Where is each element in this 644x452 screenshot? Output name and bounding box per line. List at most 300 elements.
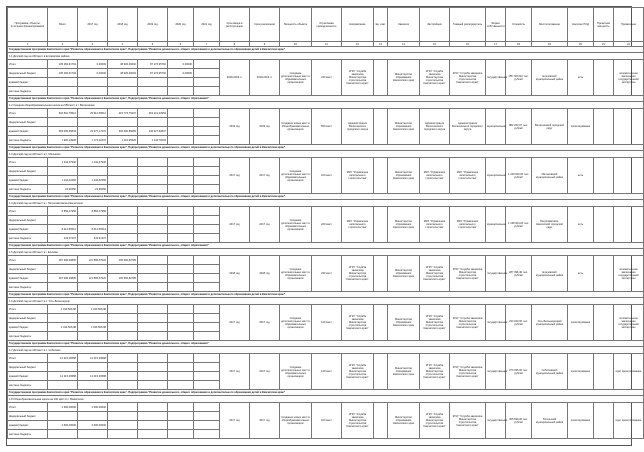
psd-cell: проектирование (568, 109, 594, 145)
year-2021-cell (194, 69, 220, 78)
capacity-cell: 140 мест (312, 354, 342, 390)
year-2020-cell (168, 372, 194, 381)
location-cell: Вилючинский городской округ (532, 109, 568, 145)
unit-cell (374, 256, 388, 292)
year-2020-cell (168, 314, 194, 323)
commissioning-term: 2018 год (220, 256, 250, 292)
year-2021-cell (194, 372, 220, 381)
design-capacity-cell (594, 109, 614, 145)
funding-source: Итого (8, 207, 48, 216)
total-cell (48, 78, 78, 87)
main-manager-cell: МКУ "Управление капитального строительства" (450, 158, 486, 194)
object-row (8, 396, 644, 403)
total-cell (48, 167, 78, 176)
object-row (8, 298, 644, 305)
column-header: Срок ввода в эксплуатацию (220, 8, 250, 42)
main-manager-cell: МКУ "Управление капитального строительства" (450, 207, 486, 243)
year-2018-cell (108, 216, 138, 225)
year-2019-cell (138, 372, 168, 381)
total-cell: 24,96350 (48, 185, 78, 194)
implementation-term: 2018 год (250, 256, 280, 292)
purpose-cell: Создание новых мест в общеобразовательных организациях (280, 109, 312, 145)
year-2021-cell (194, 305, 220, 314)
column-header: Проектная мощность (594, 8, 614, 42)
total-cell (48, 283, 78, 292)
implementation-term: 2017 год (250, 305, 280, 341)
total-cell: 1 040 506,98 (48, 323, 78, 332)
total-cell: 1 244,42356 (48, 176, 78, 185)
table-row (8, 109, 644, 118)
customer-cell: Администрация Вилючинского городского округа (342, 109, 374, 145)
funding-source: федеральный бюджет (8, 69, 48, 78)
year-2017-cell (78, 118, 108, 127)
builder-cell: Министерство образования Камчатского края (388, 354, 420, 390)
year-2017-cell: 1 040 506,98 (78, 305, 108, 314)
program-table (7, 7, 644, 439)
year-2021-cell (194, 136, 220, 145)
year-2021-cell (194, 118, 220, 127)
year-2020-cell (168, 136, 194, 145)
year-2017-cell: 1 244,42356 (78, 176, 108, 185)
year-2019-cell (138, 78, 168, 87)
column-header: 2017 год (78, 8, 108, 42)
year-2017-cell (78, 412, 108, 421)
column-header: 2020 год (168, 8, 194, 42)
unit-cell (374, 60, 388, 96)
commissioning-term: 2018-2019 гг. (220, 60, 250, 96)
total-cell (48, 430, 78, 439)
year-2017-cell: 443,97437 (78, 234, 108, 243)
column-header: 2021 год (194, 8, 220, 42)
funding-source: краевой бюджет (8, 323, 48, 332)
year-2018-cell (108, 234, 138, 243)
total-cell: 1 040 506,98 (48, 305, 78, 314)
year-2021-cell (194, 176, 220, 185)
year-2020-cell: 0,00000 (168, 69, 194, 78)
funding-source: краевой бюджет (8, 78, 48, 87)
year-2019-cell (138, 167, 168, 176)
column-number: 15 (420, 42, 450, 47)
year-2020-cell (168, 216, 194, 225)
funding-source: краевой бюджет (8, 225, 48, 234)
year-2018-cell: 48 906,46092 (108, 69, 138, 78)
year-2019-cell (138, 314, 168, 323)
total-cell (48, 363, 78, 372)
year-2019-cell (138, 234, 168, 243)
program-title: Государственная программа Камчатского края "Развитие образования в Камчатском крае", Подпрограмма "Развитие дошкольного, общего образования и дополнительного образования детей в Камчатском крае" (8, 390, 644, 396)
object-row (8, 200, 644, 207)
year-2017-cell: 2 600,00000 (78, 403, 108, 412)
column-header: Программа, объекты, источники финансирования (8, 8, 48, 42)
year-2020-cell (168, 158, 194, 167)
year-2018-cell (108, 363, 138, 372)
object-title: 1.8 Общеобразовательная школа на 100 мест в с. Воямполка (8, 396, 644, 403)
funding-source: Итого (8, 109, 48, 118)
year-2020-cell (168, 305, 194, 314)
year-2018-cell (108, 412, 138, 421)
funding-source: краевой бюджет (8, 127, 48, 136)
capacity-cell: 220 мест (312, 207, 342, 243)
year-2020-cell (168, 256, 194, 265)
main-manager-cell: КГКУ "Служба заказчика Министерства строительства Камчатского края" (450, 305, 486, 341)
funding-source: местные бюджеты (8, 87, 48, 96)
funding-source: Итого (8, 60, 48, 69)
year-2019-cell (138, 283, 168, 292)
year-2017-cell: 1 244,67930 (78, 158, 108, 167)
distributor-cell: КГКУ "Служба заказчика Министерства строительства Камчатского края" (420, 60, 450, 96)
year-2019-cell (138, 274, 168, 283)
builder-cell: Министерство образования Камчатского края (388, 109, 420, 145)
funding-source: местные бюджеты (8, 283, 48, 292)
funding-source: краевой бюджет (8, 176, 48, 185)
customer-cell: КГКУ "Служба заказчика Министерства строительства Камчатского края" (342, 354, 374, 390)
distributor-cell: КГКУ "Служба заказчика Министерства строительства Камчатского края" (420, 305, 450, 341)
table-row (8, 60, 644, 69)
column-number: 10 (280, 42, 312, 47)
table-header-row (8, 8, 644, 42)
year-2019-cell (138, 158, 168, 167)
year-2020-cell (168, 185, 194, 194)
purpose-cell: Создание дополнительных мест в образовательных организациях (280, 354, 312, 390)
unit-cell (374, 207, 388, 243)
funding-source: краевой бюджет (8, 421, 48, 430)
column-number: 1 (8, 42, 48, 47)
location-cell: Тигильский муниципальный район (532, 403, 568, 439)
customer-cell: КГКУ "Служба заказчика Министерства строительства Камчатского края" (342, 256, 374, 292)
total-cell: 1 920,14928 (48, 136, 78, 145)
note-cell (614, 158, 644, 194)
year-2019-cell (138, 381, 168, 390)
year-2018-cell: 393 500,85665 (108, 127, 138, 136)
capacity-cell: 230 мест (312, 256, 342, 292)
capacity-cell: 100 мест (312, 403, 342, 439)
total-cell: 8 856,47950 (48, 207, 78, 216)
object-title: 1.2 Средняя общеобразовательная школа на 550 мест в г. Вилючинске (8, 102, 644, 109)
year-2020-cell (168, 118, 194, 127)
location-cell: Соболевский муниципальный район (532, 354, 568, 390)
total-cell: 287 396,39805 (48, 274, 78, 283)
year-2017-cell (78, 78, 108, 87)
year-2019-cell (138, 265, 168, 274)
year-2020-cell (168, 167, 194, 176)
year-2018-cell: 415 776,75407 (108, 109, 138, 118)
implementation-term: 2017 год (250, 403, 280, 439)
year-2018-cell (108, 265, 138, 274)
year-2019-cell: 1 144,78103 (138, 136, 168, 145)
investment-program-table (6, 6, 642, 446)
builder-cell: Министерство образования Камчатского края (388, 305, 420, 341)
note-cell (614, 207, 644, 243)
year-2020-cell (168, 283, 194, 292)
psd-cell: есть (568, 158, 594, 194)
year-2019-cell: 163 221,02953 (138, 109, 168, 118)
customer-cell: МКУ "Управление капитального строительства" (342, 158, 374, 194)
column-number: 7 (194, 42, 220, 47)
cost-cell: 1 249 643,00 тыс. рублей (506, 158, 532, 194)
commissioning-term: 2017 год (220, 158, 250, 194)
year-2020-cell (168, 234, 194, 243)
total-cell (48, 314, 78, 323)
object-title: 1.7 Детский сад на 140 мест в с. Соболево (8, 347, 644, 354)
object-row (8, 347, 644, 354)
year-2021-cell (194, 332, 220, 341)
commissioning-term: 2017 год (220, 305, 250, 341)
year-2019-cell (138, 363, 168, 372)
year-2018-cell (108, 283, 138, 292)
year-2018-cell (108, 176, 138, 185)
year-2018-cell (108, 207, 138, 216)
year-2018-cell (108, 87, 138, 96)
column-header: Отраслевая принадлежность (312, 8, 342, 42)
distributor-cell: Администрация Вилючинского городского округа (420, 109, 450, 145)
implementation-term: 2019 год (250, 109, 280, 145)
design-capacity-cell (594, 207, 614, 243)
year-2021-cell (194, 207, 220, 216)
column-header: Мощность объекта (280, 8, 312, 42)
year-2017-cell: 12 215,26588 (78, 354, 108, 363)
year-2019-cell (138, 216, 168, 225)
year-2020-cell (168, 176, 194, 185)
column-number: 11 (312, 42, 342, 47)
year-2021-cell (194, 283, 220, 292)
capacity-cell: 550 мест (312, 109, 342, 145)
psd-cell: проектирование (568, 305, 594, 341)
year-2018-cell (108, 323, 138, 332)
column-number: 6 (168, 42, 194, 47)
year-2017-cell: 1 172,02437 (78, 136, 108, 145)
location-cell: Елизовский муниципальный район (532, 256, 568, 292)
column-header: Срок реализации (250, 8, 280, 42)
year-2017-cell (78, 265, 108, 274)
cost-cell: 882 262,07 тыс. рублей (506, 109, 532, 145)
total-cell (48, 87, 78, 96)
psd-cell: проектирование (568, 403, 594, 439)
year-2017-cell: 2 600,00000 (78, 421, 108, 430)
note-cell: положительное заключение государственной экспертизы (614, 60, 644, 96)
total-cell (48, 332, 78, 341)
year-2017-cell: 1 040 506,98 (78, 323, 108, 332)
year-2020-cell (168, 332, 194, 341)
object-title: 1.4 Детский сад на 220 мест в г. Петропавловске-Камчатском (8, 200, 644, 207)
program-title: Государственная программа Камчатского края "Развитие образования в Камчатском крае", Подпрограмма "Развитие дошкольного, общего образования и дополнительного образования детей в Камчатском крае" (8, 292, 644, 298)
year-2018-cell: 48 906,46092 (108, 60, 138, 69)
distributor-cell: КГКУ "Служба заказчика Министерства строительства Камчатского края" (420, 256, 450, 292)
design-capacity-cell (594, 403, 614, 439)
year-2020-cell (168, 381, 194, 390)
builder-cell: Министерство образования Камчатского края (388, 403, 420, 439)
ownership-cell: муниципальная (486, 207, 506, 243)
year-2017-cell: 0,00000 (78, 69, 108, 78)
year-2019-cell (138, 332, 168, 341)
total-cell: 1 244,67930 (48, 158, 78, 167)
year-2019-cell (138, 207, 168, 216)
year-2021-cell (194, 354, 220, 363)
year-2018-cell: 1 116,95325 (108, 136, 138, 145)
year-2020-cell (168, 412, 194, 421)
table-row (8, 207, 644, 216)
year-2017-cell (78, 430, 108, 439)
year-2021-cell (194, 412, 220, 421)
year-2020-cell (168, 265, 194, 274)
year-2018-cell (108, 332, 138, 341)
year-2019-cell (138, 185, 168, 194)
year-2021-cell (194, 274, 220, 283)
year-2021-cell (194, 430, 220, 439)
unit-cell (374, 403, 388, 439)
total-cell (48, 265, 78, 274)
funding-source: Итого (8, 256, 48, 265)
year-2019-cell: 87 276,95702 (138, 69, 168, 78)
builder-cell: Министерство образования Камчатского края (388, 158, 420, 194)
year-2020-cell (168, 323, 194, 332)
table-body (8, 47, 644, 439)
year-2018-cell (108, 118, 138, 127)
funding-source: местные бюджеты (8, 332, 48, 341)
year-2018-cell (108, 158, 138, 167)
year-2021-cell (194, 403, 220, 412)
object-title: 1.3 Детский сад на 100 мест в с. Мильково (8, 151, 644, 158)
distributor-cell: КГКУ "Служба заказчика Министерства строительства Камчатского края" (420, 354, 450, 390)
year-2019-cell (138, 305, 168, 314)
column-header: Всего (48, 8, 78, 42)
year-2019-cell (138, 256, 168, 265)
capacity-cell: 100 мест (312, 158, 342, 194)
note-cell: положительное заключение государственной экспертизы (614, 305, 644, 341)
year-2017-cell: 0,00000 (78, 60, 108, 69)
year-2019-cell (138, 421, 168, 430)
year-2018-cell (108, 430, 138, 439)
funding-source: федеральный бюджет (8, 216, 48, 225)
year-2021-cell (194, 167, 220, 176)
year-2017-cell: 12 215,26588 (78, 372, 108, 381)
unit-cell (374, 354, 388, 390)
year-2021-cell (194, 185, 220, 194)
year-2018-cell (108, 403, 138, 412)
year-2017-cell: 121 895,57020 (78, 274, 108, 283)
capacity-cell: 120 мест (312, 305, 342, 341)
column-header: Застройщик (420, 8, 450, 42)
year-2017-cell: 23 277,17331 (78, 127, 108, 136)
total-cell: 604 591,76512 (48, 109, 78, 118)
design-capacity-cell (594, 60, 614, 96)
location-cell: Елизовский муниципальный район (532, 60, 568, 96)
year-2021-cell (194, 216, 220, 225)
year-2018-cell (108, 314, 138, 323)
year-2017-cell: 25 612,59512 (78, 109, 108, 118)
program-title: Государственная программа Камчатского края "Развитие образования в Камчатском крае", Подпрограмма "Развитие дошкольного, общего образования" (8, 243, 644, 249)
unit-cell (374, 109, 388, 145)
main-manager-cell: КГКУ "Служба заказчика Министерства строительства Камчатского края" (450, 354, 486, 390)
year-2017-cell: 8 412,50513 (78, 225, 108, 234)
total-cell (48, 118, 78, 127)
total-cell: 563 005,65833 (48, 127, 78, 136)
year-2019-cell (138, 430, 168, 439)
table-row (8, 158, 644, 167)
year-2018-cell (108, 78, 138, 87)
year-2018-cell (108, 421, 138, 430)
funding-source: федеральный бюджет (8, 412, 48, 421)
year-2021-cell (194, 109, 220, 118)
year-2021-cell (194, 225, 220, 234)
psd-cell: есть (568, 207, 594, 243)
column-number: 12 (342, 42, 374, 47)
ownership-cell: государственная (486, 403, 506, 439)
year-2018-cell: 165 500,82785 (108, 256, 138, 265)
year-2021-cell (194, 127, 220, 136)
funding-source: местные бюджеты (8, 185, 48, 194)
year-2021-cell (194, 256, 220, 265)
total-cell: 8 412,50513 (48, 225, 78, 234)
year-2018-cell (108, 305, 138, 314)
total-cell: 135 182,61794 (48, 60, 78, 69)
design-capacity-cell (594, 256, 614, 292)
program-title: Государственная программа Камчатского края "Развитие образования в Камчатском крае", Подпрограмма "Развитие дошкольного, общего образования и дополнительного образования детей в Камчатском крае" (8, 194, 644, 200)
purpose-cell: Создание дополнительных мест в образовательных организациях (280, 60, 312, 96)
column-number: 13 (374, 42, 388, 47)
commissioning-term: 2017 год (220, 207, 250, 243)
funding-source: местные бюджеты (8, 234, 48, 243)
builder-cell: Министерство образования Камчатского края (388, 60, 420, 96)
column-number: 18 (506, 42, 532, 47)
location-cell: Мильковский муниципальный район (532, 158, 568, 194)
year-2017-cell (78, 363, 108, 372)
cost-cell: 287 396,40 тыс. рублей (506, 256, 532, 292)
year-2019-cell (138, 87, 168, 96)
column-number: 5 (138, 42, 168, 47)
total-cell: 443,97437 (48, 234, 78, 243)
total-cell: 12 215,26588 (48, 354, 78, 363)
year-2017-cell: 121 895,57020 (78, 256, 108, 265)
year-2019-cell (138, 403, 168, 412)
main-manager-cell: КГКУ "Служба заказчика Министерства строительства Камчатского края" (450, 60, 486, 96)
column-header: Направление (342, 8, 374, 42)
implementation-term: 2017 год (250, 354, 280, 390)
customer-cell: КГКУ "Служба заказчика Министерства строительства Камчатского края" (342, 60, 374, 96)
table-row (8, 403, 644, 412)
column-number: 3 (78, 42, 108, 47)
distributor-cell: КГКУ "Служба заказчика Министерства строительства Камчатского края" (420, 403, 450, 439)
year-2020-cell: 0,00000 (168, 60, 194, 69)
year-2019-cell (138, 176, 168, 185)
year-2017-cell (78, 381, 108, 390)
year-2019-cell (138, 323, 168, 332)
purpose-cell: Создание новых мест в общеобразовательных организациях (280, 403, 312, 439)
year-2021-cell (194, 381, 220, 390)
funding-source: федеральный бюджет (8, 167, 48, 176)
funding-source: Итого (8, 305, 48, 314)
funding-source: федеральный бюджет (8, 363, 48, 372)
capacity-cell: 240 мест (312, 60, 342, 96)
psd-cell: проектирование (568, 354, 594, 390)
purpose-cell: Создание дополнительных мест в образовательных организациях (280, 158, 312, 194)
total-cell: 2 600,00000 (48, 421, 78, 430)
customer-cell: КГКУ "Служба заказчика Министерства строительства Камчатского края" (342, 305, 374, 341)
cost-cell: 305 590,00 тыс. рублей (506, 403, 532, 439)
funding-source: Итого (8, 158, 48, 167)
unit-cell (374, 305, 388, 341)
column-number: 22 (614, 42, 644, 47)
object-title: 1.1 Детский сад на 240 мест в Елизовском районе (8, 53, 644, 60)
ownership-cell: муниципальная (486, 109, 506, 145)
year-2020-cell (168, 403, 194, 412)
main-manager-cell: КГКУ "Служба заказчика Министерства строительства Камчатского края" (450, 403, 486, 439)
column-header: Местоположение (532, 8, 568, 42)
implementation-term: 2018-2019 гг. (250, 60, 280, 96)
funding-source: местные бюджеты (8, 430, 48, 439)
year-2020-cell (168, 207, 194, 216)
ownership-cell: государственная (486, 60, 506, 96)
year-2018-cell (108, 167, 138, 176)
